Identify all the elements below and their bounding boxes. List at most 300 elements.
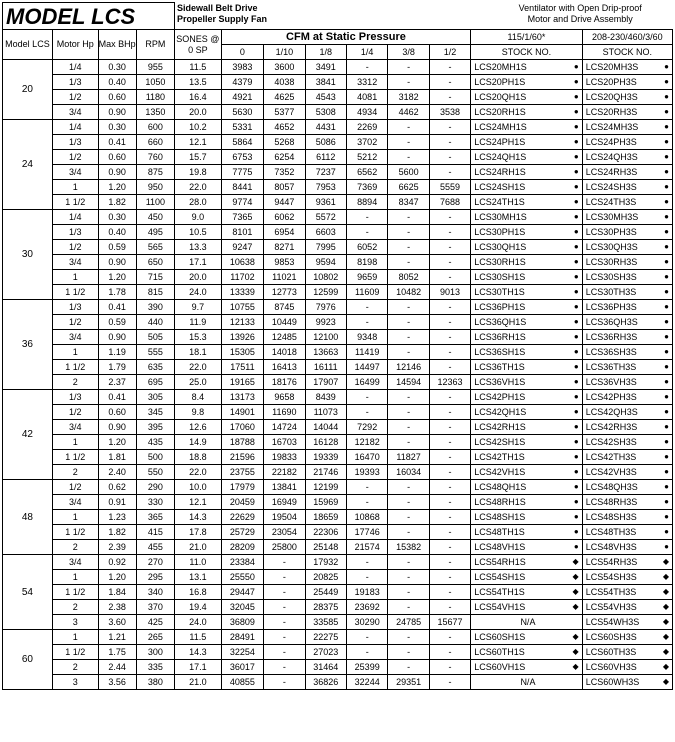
- stock-diamond-icon: ◆: [662, 557, 669, 566]
- cfm-3-8: -: [388, 345, 429, 360]
- table-row: [3, 585, 673, 600]
- cfm-0: 5331: [221, 120, 263, 135]
- col-sp-0: 0: [221, 45, 263, 60]
- stock-three: LCS54SH3S ◆: [582, 570, 672, 585]
- rpm: 270: [136, 555, 174, 570]
- cfm-0: 21596: [221, 450, 263, 465]
- cfm-1-4: 19393: [346, 465, 387, 480]
- rpm: 875: [136, 165, 174, 180]
- stock-dot-icon: ●: [664, 527, 669, 536]
- stock-single: LCS36TH1S ●: [471, 360, 582, 375]
- cfm-1-4: -: [346, 555, 387, 570]
- cfm-0: 7365: [221, 210, 263, 225]
- col-sp-2: 1/8: [305, 45, 346, 60]
- stock-dot-icon: ●: [573, 182, 579, 191]
- cfm-1-10: -: [264, 585, 305, 600]
- cfm-1-4: -: [346, 630, 387, 645]
- stock-single: LCS60TH1S ◆: [471, 645, 582, 660]
- stock-dot-icon: ●: [573, 377, 579, 386]
- stock-single: LCS30QH1S ●: [471, 240, 582, 255]
- motor-hp: 1 1/2: [52, 525, 98, 540]
- stock-diamond-icon: ◆: [662, 587, 669, 596]
- stock-dot-icon: ●: [664, 392, 669, 401]
- stock-single: LCS48TH1S ●: [471, 525, 582, 540]
- cfm-0: 4379: [221, 75, 263, 90]
- cfm-1-10: 6062: [264, 210, 305, 225]
- cfm-1-2: -: [429, 465, 470, 480]
- cfm-1-8: 14044: [305, 420, 346, 435]
- motor-hp: 3: [52, 615, 98, 630]
- sones: 21.0: [175, 540, 222, 555]
- rpm: 330: [136, 495, 174, 510]
- stock-dot-icon: ●: [664, 197, 669, 206]
- max-bhp: 0.30: [98, 210, 136, 225]
- cfm-3-8: 5600: [388, 165, 429, 180]
- motor-hp: 1 1/2: [52, 585, 98, 600]
- rpm: 500: [136, 450, 174, 465]
- stock-dot-icon: ●: [664, 137, 669, 146]
- table-row: [3, 330, 673, 345]
- cfm-1-2: 5559: [429, 180, 470, 195]
- col-stock-three: STOCK NO.: [582, 45, 672, 60]
- motor-hp: 3/4: [52, 105, 98, 120]
- cfm-0: 11702: [221, 270, 263, 285]
- cfm-1-2: -: [429, 675, 470, 690]
- stock-three: LCS42PH3S ●: [582, 390, 672, 405]
- cfm-1-4: 11419: [346, 345, 387, 360]
- rpm: 505: [136, 330, 174, 345]
- stock-single: LCS42TH1S ●: [471, 450, 582, 465]
- sones: 8.4: [175, 390, 222, 405]
- stock-single: LCS48RH1S ●: [471, 495, 582, 510]
- stock-diamond-icon: ◆: [662, 632, 669, 641]
- stock-three: LCS24QH3S ●: [582, 150, 672, 165]
- cfm-1-8: 16111: [305, 360, 346, 375]
- motor-hp: 1/3: [52, 300, 98, 315]
- stock-single: LCS30TH1S ●: [471, 285, 582, 300]
- cfm-1-8: 8439: [305, 390, 346, 405]
- stock-three: LCS42RH3S ●: [582, 420, 672, 435]
- table-row: [3, 660, 673, 675]
- rpm: 345: [136, 405, 174, 420]
- sones: 16.4: [175, 90, 222, 105]
- stock-three: LCS36TH3S ●: [582, 360, 672, 375]
- cfm-3-8: -: [388, 210, 429, 225]
- cfm-0: 6753: [221, 150, 263, 165]
- motor-hp: 1 1/2: [52, 645, 98, 660]
- cfm-0: 36017: [221, 660, 263, 675]
- cfm-1-4: 7292: [346, 420, 387, 435]
- model-size: 20: [3, 60, 53, 120]
- table-row: [3, 420, 673, 435]
- cfm-3-8: -: [388, 240, 429, 255]
- rpm: 550: [136, 465, 174, 480]
- sones: 14.3: [175, 510, 222, 525]
- stock-dot-icon: ●: [664, 92, 669, 101]
- page-title: MODEL LCS: [3, 3, 175, 30]
- stock-dot-icon: ●: [573, 272, 579, 281]
- motor-hp: 1/2: [52, 315, 98, 330]
- cfm-3-8: -: [388, 300, 429, 315]
- max-bhp: 3.60: [98, 615, 136, 630]
- motor-hp: 1/2: [52, 480, 98, 495]
- cfm-1-10: 14724: [264, 420, 305, 435]
- stock-three: LCS60VH3S ◆: [582, 660, 672, 675]
- cfm-1-10: 8745: [264, 300, 305, 315]
- cfm-1-4: 5212: [346, 150, 387, 165]
- cfm-1-8: 6603: [305, 225, 346, 240]
- sones: 19.4: [175, 600, 222, 615]
- cfm-3-8: 16034: [388, 465, 429, 480]
- cfm-1-10: 11690: [264, 405, 305, 420]
- sones: 10.5: [175, 225, 222, 240]
- motor-hp: 1: [52, 510, 98, 525]
- cfm-1-2: -: [429, 225, 470, 240]
- cfm-1-2: -: [429, 630, 470, 645]
- cfm-0: 40855: [221, 675, 263, 690]
- rpm: 565: [136, 240, 174, 255]
- stock-single: LCS20QH1S ●: [471, 90, 582, 105]
- stock-three: LCS48VH3S ●: [582, 540, 672, 555]
- table-row: [3, 315, 673, 330]
- stock-dot-icon: ●: [664, 242, 669, 251]
- table-row: [3, 195, 673, 210]
- table-row: [3, 510, 673, 525]
- rpm: 1350: [136, 105, 174, 120]
- cfm-3-8: -: [388, 555, 429, 570]
- cfm-group-header: CFM at Static Pressure: [221, 30, 471, 45]
- cfm-0: 18788: [221, 435, 263, 450]
- cfm-1-2: -: [429, 135, 470, 150]
- rpm: 495: [136, 225, 174, 240]
- max-bhp: 1.23: [98, 510, 136, 525]
- cfm-1-10: 13841: [264, 480, 305, 495]
- rpm: 695: [136, 375, 174, 390]
- sones: 12.1: [175, 495, 222, 510]
- motor-hp: 3/4: [52, 255, 98, 270]
- stock-three: LCS48QH3S ●: [582, 480, 672, 495]
- max-bhp: 3.56: [98, 675, 136, 690]
- col-sp-3: 1/4: [346, 45, 387, 60]
- cfm-1-4: 6052: [346, 240, 387, 255]
- cfm-1-8: 19339: [305, 450, 346, 465]
- max-bhp: 0.59: [98, 315, 136, 330]
- cfm-1-4: 6562: [346, 165, 387, 180]
- stock-dot-icon: ●: [664, 512, 669, 521]
- cfm-3-8: -: [388, 315, 429, 330]
- cfm-3-8: 8347: [388, 195, 429, 210]
- cfm-1-4: 17746: [346, 525, 387, 540]
- stock-dot-icon: ●: [664, 122, 669, 131]
- stock-diamond-icon: ◆: [572, 662, 579, 671]
- cfm-1-10: 23054: [264, 525, 305, 540]
- cfm-1-8: 3491: [305, 60, 346, 75]
- cfm-1-8: 20825: [305, 570, 346, 585]
- motor-hp: 3/4: [52, 330, 98, 345]
- cfm-1-4: 8198: [346, 255, 387, 270]
- table-row: [3, 525, 673, 540]
- cfm-1-8: 16128: [305, 435, 346, 450]
- cfm-1-8: 36826: [305, 675, 346, 690]
- cfm-1-10: -: [264, 645, 305, 660]
- cfm-0: 17979: [221, 480, 263, 495]
- motor-hp: 2: [52, 660, 98, 675]
- motor-hp: 1: [52, 180, 98, 195]
- table-row: [3, 135, 673, 150]
- col-model: Model LCS: [3, 30, 53, 60]
- cfm-0: 22629: [221, 510, 263, 525]
- stock-three: LCS60SH3S ◆: [582, 630, 672, 645]
- stock-three: LCS48SH3S ●: [582, 510, 672, 525]
- cfm-1-4: -: [346, 570, 387, 585]
- cfm-1-2: -: [429, 600, 470, 615]
- cfm-1-8: 9923: [305, 315, 346, 330]
- stock-single: LCS20RH1S ●: [471, 105, 582, 120]
- rpm: 555: [136, 345, 174, 360]
- max-bhp: 1.82: [98, 195, 136, 210]
- sones: 13.3: [175, 240, 222, 255]
- stock-dot-icon: ●: [573, 257, 579, 266]
- cfm-1-2: 15677: [429, 615, 470, 630]
- cfm-1-2: 3538: [429, 105, 470, 120]
- cfm-0: 7775: [221, 165, 263, 180]
- cfm-3-8: -: [388, 330, 429, 345]
- rpm: 440: [136, 315, 174, 330]
- table-row: [3, 645, 673, 660]
- cfm-1-10: 12773: [264, 285, 305, 300]
- motor-hp: 1/3: [52, 225, 98, 240]
- rpm: 715: [136, 270, 174, 285]
- cfm-1-10: 6254: [264, 150, 305, 165]
- cfm-1-8: 17907: [305, 375, 346, 390]
- cfm-1-4: 7369: [346, 180, 387, 195]
- cfm-0: 23384: [221, 555, 263, 570]
- cfm-1-8: 7995: [305, 240, 346, 255]
- cfm-0: 8101: [221, 225, 263, 240]
- stock-dot-icon: ●: [664, 497, 669, 506]
- cfm-1-10: 5377: [264, 105, 305, 120]
- cfm-3-8: 24785: [388, 615, 429, 630]
- sones: 22.0: [175, 360, 222, 375]
- stock-dot-icon: ●: [664, 317, 669, 326]
- stock-single: LCS36VH1S ●: [471, 375, 582, 390]
- stock-diamond-icon: ◆: [572, 587, 579, 596]
- cfm-1-8: 15969: [305, 495, 346, 510]
- cfm-1-8: 4543: [305, 90, 346, 105]
- max-bhp: 0.59: [98, 240, 136, 255]
- cfm-1-2: -: [429, 480, 470, 495]
- rpm: 365: [136, 510, 174, 525]
- stock-three: LCS36QH3S ●: [582, 315, 672, 330]
- max-bhp: 0.91: [98, 495, 136, 510]
- col-motor-hp: Motor Hp: [52, 30, 98, 60]
- cfm-1-4: 19183: [346, 585, 387, 600]
- max-bhp: 2.44: [98, 660, 136, 675]
- table-row: [3, 480, 673, 495]
- cfm-1-10: 4652: [264, 120, 305, 135]
- stock-dot-icon: ●: [573, 152, 579, 161]
- cfm-0: 5630: [221, 105, 263, 120]
- max-bhp: 1.75: [98, 645, 136, 660]
- rpm: 340: [136, 585, 174, 600]
- rpm: 335: [136, 660, 174, 675]
- stock-dot-icon: ●: [664, 362, 669, 371]
- stock-dot-icon: ●: [664, 62, 669, 71]
- cfm-1-4: -: [346, 495, 387, 510]
- stock-diamond-icon: ◆: [572, 632, 579, 641]
- max-bhp: 0.90: [98, 330, 136, 345]
- cfm-3-8: -: [388, 60, 429, 75]
- max-bhp: 0.90: [98, 165, 136, 180]
- stock-dot-icon: ●: [664, 272, 669, 281]
- motor-hp: 1: [52, 345, 98, 360]
- stock-single: LCS36SH1S ●: [471, 345, 582, 360]
- table-row: [3, 225, 673, 240]
- max-bhp: 1.79: [98, 360, 136, 375]
- cfm-1-8: 11073: [305, 405, 346, 420]
- stock-dot-icon: ●: [573, 392, 579, 401]
- cfm-1-8: 21746: [305, 465, 346, 480]
- col-voltage-single: 115/1/60*: [471, 30, 582, 45]
- stock-three: LCS24PH3S ●: [582, 135, 672, 150]
- cfm-0: 23755: [221, 465, 263, 480]
- stock-single: LCS54RH1S ◆: [471, 555, 582, 570]
- stock-single: LCS54TH1S ◆: [471, 585, 582, 600]
- rpm: 635: [136, 360, 174, 375]
- motor-hp: 1 1/2: [52, 360, 98, 375]
- stock-dot-icon: ●: [573, 122, 579, 131]
- cfm-1-10: 16949: [264, 495, 305, 510]
- rpm: 415: [136, 525, 174, 540]
- stock-diamond-icon: ◆: [572, 602, 579, 611]
- cfm-1-2: -: [429, 570, 470, 585]
- cfm-0: 19165: [221, 375, 263, 390]
- stock-dot-icon: ●: [664, 212, 669, 221]
- stock-single: LCS24PH1S ●: [471, 135, 582, 150]
- stock-dot-icon: ●: [573, 77, 579, 86]
- stock-single: LCS36PH1S ●: [471, 300, 582, 315]
- col-sp-5: 1/2: [429, 45, 470, 60]
- cfm-3-8: -: [388, 570, 429, 585]
- sones: 25.0: [175, 375, 222, 390]
- stock-dot-icon: ●: [664, 467, 669, 476]
- motor-hp: 1/2: [52, 405, 98, 420]
- cfm-1-4: 23692: [346, 600, 387, 615]
- sones: 18.8: [175, 450, 222, 465]
- cfm-1-10: 9447: [264, 195, 305, 210]
- stock-dot-icon: ●: [573, 422, 579, 431]
- model-size: 30: [3, 210, 53, 300]
- cfm-1-2: -: [429, 525, 470, 540]
- table-row: [3, 285, 673, 300]
- stock-single: LCS30MH1S ●: [471, 210, 582, 225]
- motor-hp: 1/2: [52, 90, 98, 105]
- stock-single: LCS20PH1S ●: [471, 75, 582, 90]
- stock-dot-icon: ●: [573, 197, 579, 206]
- cfm-1-2: -: [429, 315, 470, 330]
- sones: 15.7: [175, 150, 222, 165]
- model-size: 24: [3, 120, 53, 210]
- cfm-1-10: 4038: [264, 75, 305, 90]
- cfm-1-8: 10802: [305, 270, 346, 285]
- cfm-3-8: -: [388, 660, 429, 675]
- cfm-1-2: -: [429, 330, 470, 345]
- cfm-1-10: 11021: [264, 270, 305, 285]
- cfm-0: 12133: [221, 315, 263, 330]
- motor-hp: 1/3: [52, 135, 98, 150]
- max-bhp: 1.20: [98, 435, 136, 450]
- cfm-0: 8441: [221, 180, 263, 195]
- cfm-0: 15305: [221, 345, 263, 360]
- cfm-0: 9247: [221, 240, 263, 255]
- table-row: [3, 240, 673, 255]
- stock-diamond-icon: ◆: [662, 617, 669, 626]
- table-row: [3, 255, 673, 270]
- table-row: [3, 465, 673, 480]
- motor-hp: 1: [52, 630, 98, 645]
- cfm-0: 25550: [221, 570, 263, 585]
- cfm-3-8: -: [388, 150, 429, 165]
- stock-diamond-icon: ◆: [662, 662, 669, 671]
- sones: 9.0: [175, 210, 222, 225]
- cfm-1-2: -: [429, 645, 470, 660]
- cfm-1-2: -: [429, 60, 470, 75]
- cfm-1-10: -: [264, 555, 305, 570]
- cfm-1-8: 25148: [305, 540, 346, 555]
- cfm-1-2: -: [429, 300, 470, 315]
- cfm-1-2: -: [429, 450, 470, 465]
- cfm-0: 32254: [221, 645, 263, 660]
- motor-hp: 1: [52, 570, 98, 585]
- table-row: [3, 300, 673, 315]
- rpm: 370: [136, 600, 174, 615]
- motor-hp: 3: [52, 675, 98, 690]
- cfm-1-4: 4934: [346, 105, 387, 120]
- max-bhp: 2.39: [98, 540, 136, 555]
- assembly-description: [388, 3, 673, 30]
- col-max-bhp: Max BHp: [98, 30, 136, 60]
- stock-dot-icon: ●: [573, 497, 579, 506]
- cfm-0: 32045: [221, 600, 263, 615]
- rpm: 435: [136, 435, 174, 450]
- cfm-1-2: -: [429, 390, 470, 405]
- cfm-1-10: 10449: [264, 315, 305, 330]
- stock-dot-icon: ●: [573, 512, 579, 521]
- cfm-1-4: -: [346, 60, 387, 75]
- motor-hp: 1 1/2: [52, 195, 98, 210]
- stock-single: LCS54VH1S ◆: [471, 600, 582, 615]
- max-bhp: 0.60: [98, 90, 136, 105]
- max-bhp: 1.81: [98, 450, 136, 465]
- stock-dot-icon: ●: [573, 167, 579, 176]
- cfm-3-8: 6625: [388, 180, 429, 195]
- cfm-1-8: 9594: [305, 255, 346, 270]
- spec-sheet: [2, 2, 673, 738]
- cfm-3-8: -: [388, 630, 429, 645]
- stock-dot-icon: ●: [573, 407, 579, 416]
- stock-three: LCS54TH3S ◆: [582, 585, 672, 600]
- stock-three: LCS36PH3S ●: [582, 300, 672, 315]
- cfm-3-8: -: [388, 435, 429, 450]
- stock-diamond-icon: ◆: [572, 647, 579, 656]
- cfm-1-2: -: [429, 420, 470, 435]
- stock-dot-icon: ●: [573, 107, 579, 116]
- cfm-1-8: 31464: [305, 660, 346, 675]
- stock-dot-icon: ●: [664, 482, 669, 491]
- max-bhp: 0.92: [98, 555, 136, 570]
- stock-dot-icon: ●: [573, 467, 579, 476]
- sones: 24.0: [175, 615, 222, 630]
